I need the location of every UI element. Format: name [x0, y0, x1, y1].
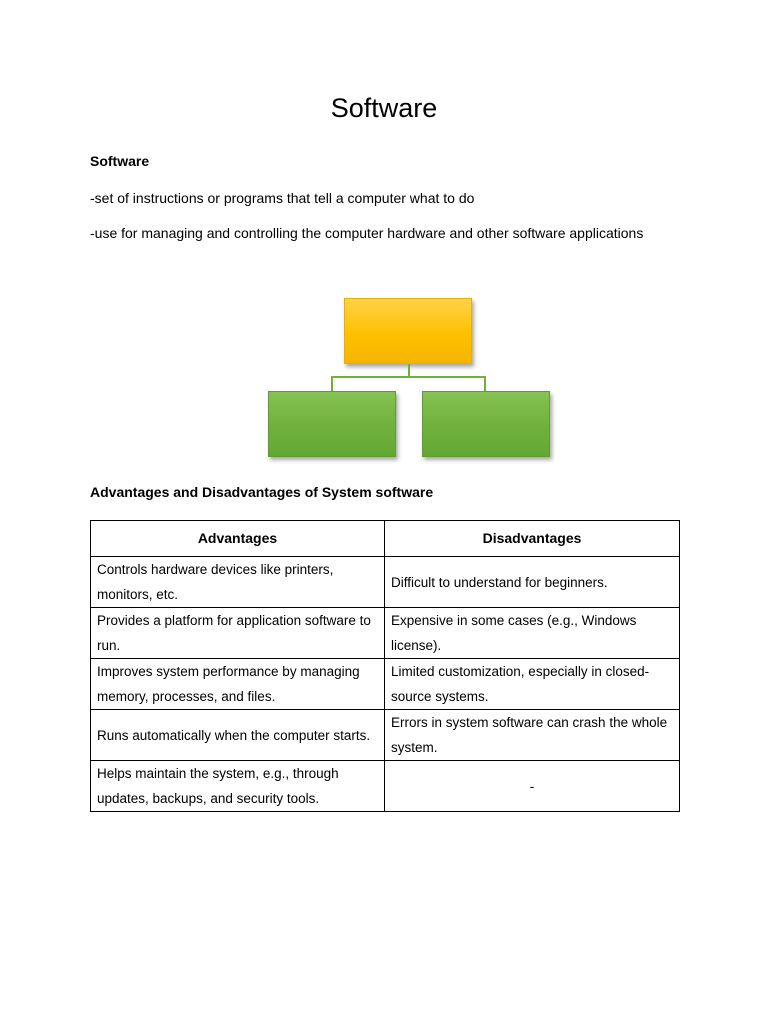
table-header-row	[91, 521, 680, 557]
page-title: Software	[330, 93, 438, 123]
advantage-cell: Improves system performance by managing memory, processes, and files.	[91, 659, 385, 710]
advantage-cell: Helps maintain the system, e.g., through updates, backups, and security tools.	[91, 761, 385, 812]
disadvantage-cell: Errors in system software can crash the whole system.	[385, 710, 680, 761]
diagram-connector-bar	[331, 376, 486, 378]
table-row	[91, 710, 680, 761]
header-disadvantages: Disadvantages	[385, 521, 680, 557]
diagram-child-box-left	[268, 391, 396, 457]
diagram-connector-left	[331, 376, 333, 391]
diagram-child-box-right	[422, 391, 550, 457]
advantage-cell: Controls hardware devices like printers, monitors, etc.	[91, 557, 385, 608]
disadvantage-cell: Expensive in some cases (e.g., Windows license).	[385, 608, 680, 659]
definition-line-2: -use for managing and controlling the computer hardware and other software applications	[90, 225, 644, 241]
diagram-connector-right	[484, 376, 486, 391]
advantages-table	[90, 520, 680, 812]
section-heading: Software	[90, 153, 150, 169]
disadvantage-cell: Limited customization, especially in closed-source systems.	[385, 659, 680, 710]
disadvantage-cell: -	[385, 761, 680, 812]
table-row	[91, 557, 680, 608]
diagram-parent-box	[344, 298, 472, 364]
definition-line-1: -set of instructions or programs that tell a computer what to do	[90, 190, 475, 206]
table-row	[91, 659, 680, 710]
advantage-cell: Provides a platform for application software to run.	[91, 608, 385, 659]
disadvantage-cell: Difficult to understand for beginners.	[385, 557, 680, 608]
header-advantages: Advantages	[91, 521, 385, 557]
table-row	[91, 608, 680, 659]
advantage-cell: Runs automatically when the computer starts.	[91, 710, 385, 761]
table-row	[91, 761, 680, 812]
hierarchy-diagram	[255, 290, 565, 470]
table-heading: Advantages and Disadvantages of System software	[90, 484, 434, 500]
